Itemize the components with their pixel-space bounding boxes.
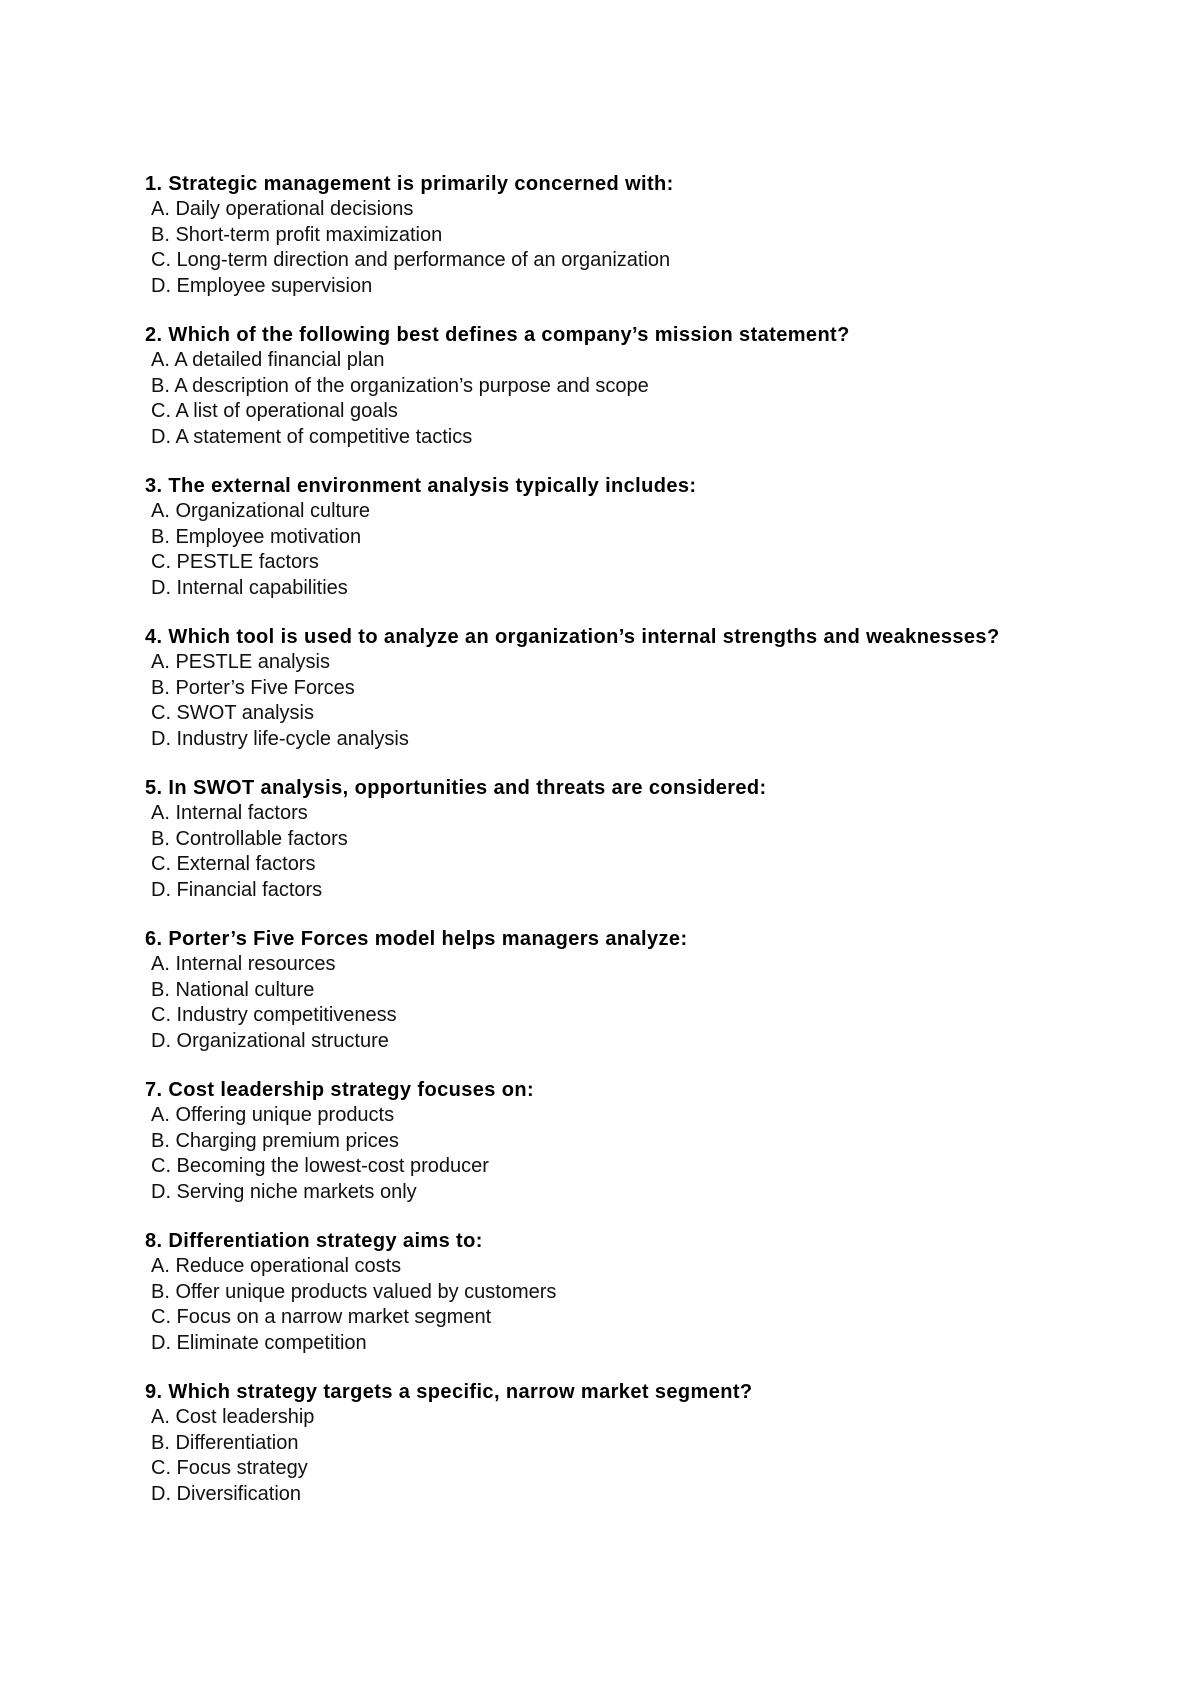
answer-options xyxy=(145,650,1045,752)
question-3 xyxy=(145,474,1045,601)
question-9 xyxy=(145,1380,1045,1507)
answer-option: A. Daily operational decisions xyxy=(151,198,414,220)
answer-options xyxy=(145,1254,1045,1356)
question-8 xyxy=(145,1229,1045,1356)
answer-options xyxy=(145,1103,1045,1205)
question-text: 8. Differentiation strategy aims to: xyxy=(145,1230,483,1252)
question-text: 2. Which of the following best defines a company’s mission statement? xyxy=(145,324,850,346)
answer-option: C. Industry competitiveness xyxy=(151,1004,397,1026)
answer-option: B. Short-term profit maximization xyxy=(151,223,443,246)
question-text: 7. Cost leadership strategy focuses on: xyxy=(145,1079,535,1101)
answer-option: D. Industry life-cycle analysis xyxy=(151,727,409,750)
document-page xyxy=(145,172,1045,1531)
answer-options xyxy=(145,197,1045,299)
question-4 xyxy=(145,625,1045,752)
answer-options xyxy=(145,1405,1045,1507)
answer-option: D. Organizational structure xyxy=(151,1029,389,1052)
answer-option: C. A list of operational goals xyxy=(151,400,398,422)
question-1 xyxy=(145,172,1045,299)
question-2 xyxy=(145,323,1045,450)
answer-option: D. Serving niche markets only xyxy=(151,1180,417,1203)
answer-option: B. Employee motivation xyxy=(151,525,362,548)
answer-option: D. Internal capabilities xyxy=(151,576,348,599)
answer-option: C. Long-term direction and performance of an organization xyxy=(151,249,671,271)
answer-options xyxy=(145,801,1045,903)
answer-option: C. Focus strategy xyxy=(151,1457,308,1479)
question-text: 9. Which strategy targets a specific, narrow market segment? xyxy=(145,1381,753,1403)
question-text: 6. Porter’s Five Forces model helps managers analyze: xyxy=(145,928,688,950)
question-text: 5. In SWOT analysis, opportunities and threats are considered: xyxy=(145,777,767,799)
answer-option: D. Eliminate competition xyxy=(151,1331,367,1354)
answer-option: D. Employee supervision xyxy=(151,274,373,297)
question-text: 1. Strategic management is primarily concerned with: xyxy=(145,173,674,195)
question-6 xyxy=(145,927,1045,1054)
answer-option: A. Organizational culture xyxy=(151,500,371,522)
answer-option: C. SWOT analysis xyxy=(151,702,314,724)
answer-option: B. Offer unique products valued by customers xyxy=(151,1280,557,1303)
answer-option: A. A detailed financial plan xyxy=(151,349,385,371)
question-7 xyxy=(145,1078,1045,1205)
answer-option: B. Controllable factors xyxy=(151,827,348,850)
answer-option: A. Offering unique products xyxy=(151,1104,395,1126)
question-text: 3. The external environment analysis typically includes: xyxy=(145,475,697,497)
answer-option: D. A statement of competitive tactics xyxy=(151,425,473,448)
answer-option: A. Internal factors xyxy=(151,802,308,824)
answer-option: B. National culture xyxy=(151,978,315,1001)
answer-option: C. Becoming the lowest-cost producer xyxy=(151,1155,489,1177)
answer-option: A. Cost leadership xyxy=(151,1406,315,1428)
answer-option: A. PESTLE analysis xyxy=(151,651,330,673)
answer-options xyxy=(145,499,1045,601)
answer-option: D. Diversification xyxy=(151,1482,302,1505)
question-text: 4. Which tool is used to analyze an organization’s internal strengths and weaknesses? xyxy=(145,626,1000,648)
answer-option: A. Reduce operational costs xyxy=(151,1255,402,1277)
answer-options xyxy=(145,952,1045,1054)
question-5 xyxy=(145,776,1045,903)
answer-option: A. Internal resources xyxy=(151,953,336,975)
answer-option: C. Focus on a narrow market segment xyxy=(151,1306,492,1328)
answer-options xyxy=(145,348,1045,450)
answer-option: C. External factors xyxy=(151,853,316,875)
answer-option: B. Charging premium prices xyxy=(151,1129,399,1152)
answer-option: B. Porter’s Five Forces xyxy=(151,676,355,699)
answer-option: C. PESTLE factors xyxy=(151,551,319,573)
answer-option: B. A description of the organization’s purpose and scope xyxy=(151,374,649,397)
answer-option: D. Financial factors xyxy=(151,878,323,901)
answer-option: B. Differentiation xyxy=(151,1431,299,1454)
